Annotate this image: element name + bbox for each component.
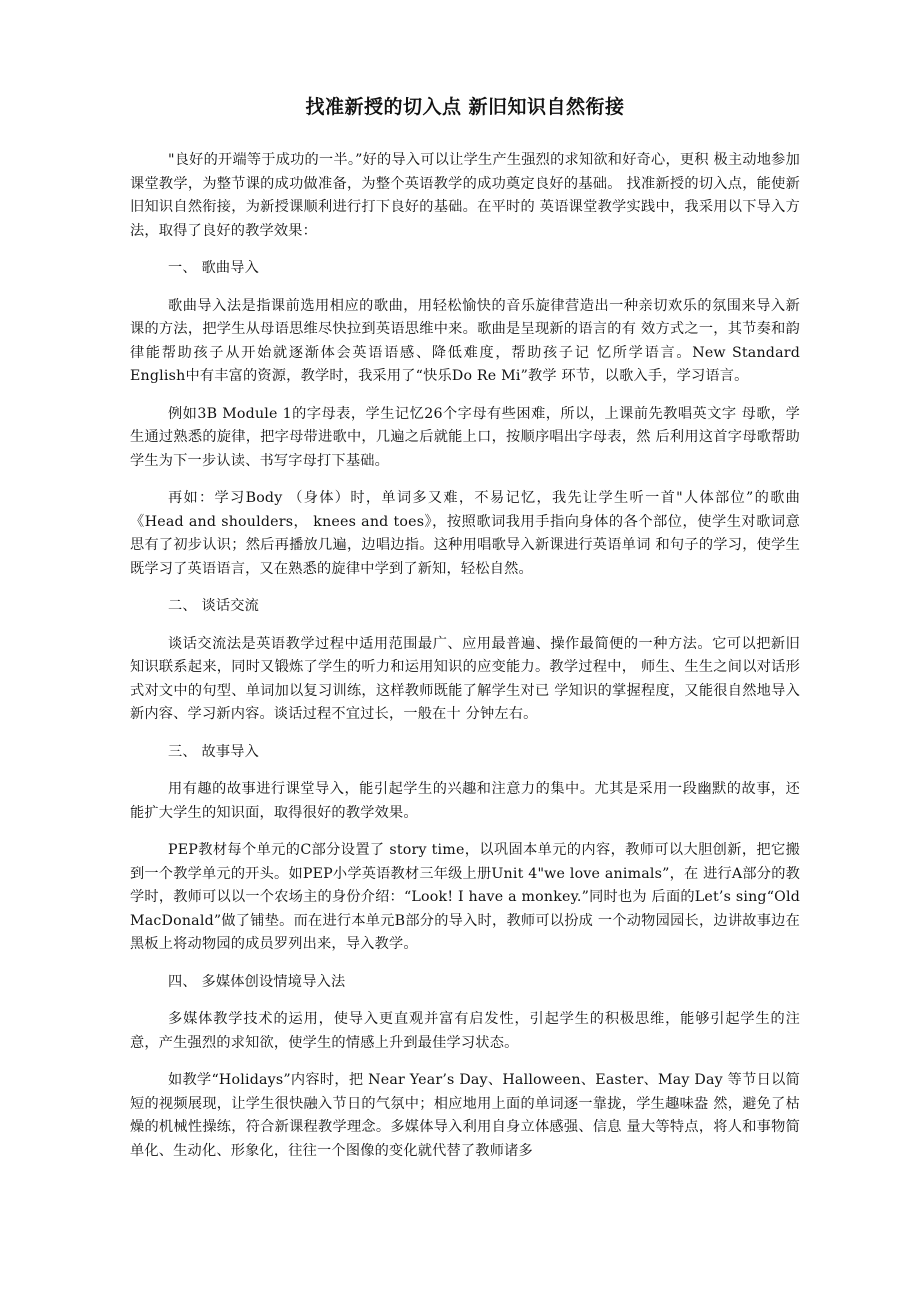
section-heading-stories: 三、 故事导入 (168, 743, 260, 760)
multimedia-paragraph-2: 如教学“Holidays”内容时，把 Near Year’s Day、Halloween、Easter、May Day 等节日以简短的视频展现，让学生很快融入节日的气氛中；相应地用上面的单词逐一靠拢，学生趣味盎 然，避免了枯燥的机械性操练，符合新课程教学理念。多媒体导入利用自身立体感强、信息 量大等特点，将人和事物简单化、生动化、形象化，往往一个图像的变化就代替了教师诸多 (130, 1072, 800, 1159)
multimedia-paragraph-1: 多媒体教学技术的运用，使导入更直观并富有启发性，引起学生的积极思维，能够引起学生的注意，产生强烈的求知欲，使学生的情感上升到最佳学习状态。 (130, 1011, 800, 1051)
stories-paragraph-2: PEP教材每个单元的C部分设置了 story time，以巩固本单元的内容，教师可以大胆创新，把它搬到一个教学单元的开头。如PEP小学英语教材三年级上册Unit 4"we love animals”，在 进行A部分的教学时，教师可以以一个农场主的身份介绍：“Look! I have a monkey.”同时也为 后面的Let’s sing“Old MacDonald”做了铺垫。而在进行本单元B部分的导入时，教师可以扮成 一个动物园园长，边讲故事边在黑板上将动物园的成员罗列出来，导入教学。 (130, 842, 800, 952)
document-title: 找准新授的切入点 新旧知识自然衔接 (305, 96, 625, 118)
songs-paragraph-1: 歌曲导入法是指课前选用相应的歌曲，用轻松愉快的音乐旋律营造出一种亲切欢乐的氛围来导入新课的方法，把学生从母语思维尽快拉到英语思维中来。歌曲是呈现新的语言的有 效方式之一，其节奏和韵律能帮助孩子从开始就逐渐体会英语语感、降低难度，帮助孩子记 忆所学语言。New Standard English中有丰富的资源，教学时，我采用了“快乐Do Re Mi”教学 环节，以歌入手，学习语言。 (130, 297, 800, 384)
section-heading-multimedia: 四、 多媒体创设情境导入法 (168, 973, 346, 990)
songs-paragraph-3: 再如：学习Body （身体）时，单词多又难，不易记忆，我先让学生听一首"人体部位”的歌曲《Head and shoulders， knees and toes》，按照歌词我用手指向身体的各个部位，使学生对歌词意思有了初步认识；然后再播放几遍，边唱边指。这种用唱歌导入新课进行英语单词 和句子的学习，使学生既学习了英语语言，又在熟悉的旋律中学到了新知，轻松自然。 (130, 490, 800, 577)
section-heading-songs: 一、 歌曲导入 (168, 260, 260, 276)
section-heading-conversation: 二、 谈话交流 (168, 598, 260, 614)
intro-paragraph: "良好的开端等于成功的一半。”好的导入可以让学生产生强烈的求知欲和好奇心，更积 极主动地参加课堂教学，为整节课的成功做准备，为整个英语教学的成功奠定良好的基础。 找准新授的切入点，能使新旧知识自然衔接，为新授课顺利进行打下良好的基础。在平时的 英语课堂教学实践中，我采用以下导入方法，取得了良好的教学效果： (130, 152, 800, 239)
conversation-paragraph-1: 谈话交流法是英语教学过程中适用范围最广、应用最普遍、操作最简便的一种方法。它可以把新旧知识联系起来，同时又锻炼了学生的听力和运用知识的应变能力。教学过程中， 师生、生生之间以对话形式对文中的句型、单词加以复习训练，这样教师既能了解学生对已 学知识的掌握程度，又能很自然地导入新内容、学习新内容。谈话过程不宜过长，一般在十 分钟左右。 (130, 635, 800, 722)
stories-paragraph-1: 用有趣的故事进行课堂导入，能引起学生的兴趣和注意力的集中。尤其是采用一段幽默的故事，还能扩大学生的知识面，取得很好的教学效果。 (130, 781, 800, 821)
songs-paragraph-2: 例如3B Module 1的字母表，学生记忆26个字母有些困难，所以，上课前先教唱英文字 母歌，学生通过熟悉的旋律，把字母带进歌中，几遍之后就能上口，按顺序唱出字母表，然 后利用这首字母歌帮助学生为下一步认读、书写字母打下基础。 (130, 405, 800, 469)
